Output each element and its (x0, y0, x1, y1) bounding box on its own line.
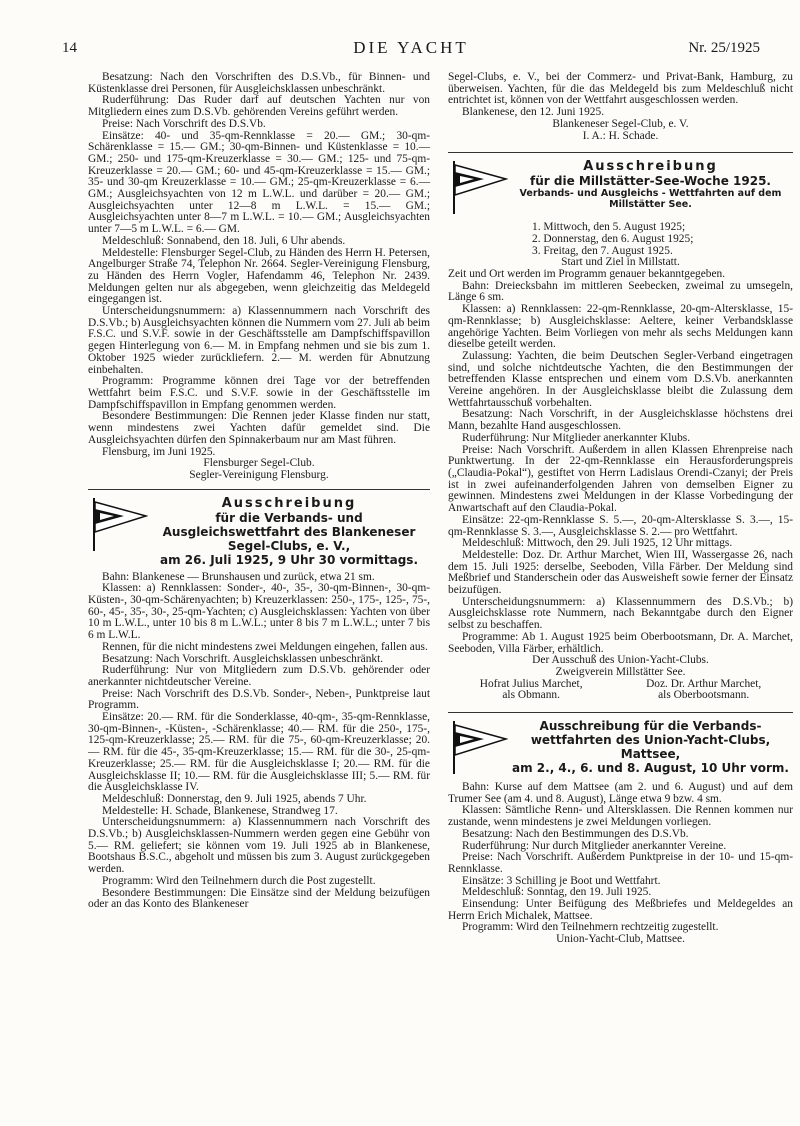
paragraph: Ruderführung: Das Ruder darf auf deutschen Yachten nur von Mitgliedern eines zum D.S.Vb. gehörenden Vereins geführt werden. (88, 94, 430, 119)
paragraph: Programm: Wird den Teilnehmern rechtzeitig zugestellt. (462, 921, 719, 934)
issue-number: Nr. 25/1925 (688, 40, 760, 56)
announcement-title: Ausschreibung (583, 159, 718, 175)
paragraph: Programm: Wird den Teilnehmern durch die Post zugestellt. (102, 874, 376, 887)
paragraph: Besatzung: Nach den Vorschriften des D.S.Vb., für Binnen- und Küstenklasse drei Personen, für Ausgleichsklassen unbeschränkt. (88, 71, 430, 95)
paragraph: Bahn: Kurse auf dem Mattsee (am 2. und 6. August) und auf dem Trumer See (am 4. und 8. August), Länge etwa 9 bzw. 4 sm. (448, 781, 793, 805)
signature: Blankeneser Segel-Club, e. V. (552, 117, 689, 130)
paragraph: Preise: Nach Vorschrift. Außerdem in allen Klassen Ehrenpreise nach Punktwertung. In der 22-qm-Rennklasse ein Herausforderungspreis („Claudia-Pokal“), gestiftet von Herrn Ladislaus Orendi-Czanyi; der Preis ist in zwei aufeinanderfolgenden Jahren von demselben Eigner zu gewinnen. Mindestens zwei Meldungen in der Klasse Vorbedingung der Anwartschaft auf den Claudia-Pokal. (448, 443, 793, 515)
list-item: 2. Donnerstag, den 6. August 1925; (532, 232, 694, 245)
journal-title: DIE YACHT (353, 38, 469, 57)
announcement-subheading: Verbands- und Ausgleichs - Wettfahrten auf dem Millstätter See. (519, 188, 782, 211)
announcement-heading (448, 719, 793, 777)
dateline: Blankenese, den 12. Juni 1925. (462, 106, 605, 119)
right-column (448, 72, 793, 946)
page-number: 14 (62, 40, 77, 56)
signature: Der Ausschuß des Union-Yacht-Clubs. (532, 654, 709, 667)
paragraph: Meldeschluß: Sonnabend, den 18. Juli, 6 Uhr abends. (102, 234, 346, 247)
paragraph: Ruderführung: Nur Mitglieder anerkannter Klubs. (462, 431, 691, 444)
club-burgee-icon (88, 496, 148, 552)
paragraph: Einsätze: 3 Schilling je Boot und Wettfahrt. (462, 874, 661, 887)
signature: Flensburger Segel-Club. (203, 457, 315, 470)
announcement-subtitle: für die Verbands- und Ausgleichswettfahrt des Blankeneser Segel-Clubs, e. V., (162, 510, 416, 553)
paragraph: Besondere Bestimmungen: Die Rennen jeder Klasse finden nur statt, wenn mindestens zwei Yachten dafür gemeldet sind. Die Ausgleichsyachten dürfen den Spinnakerbaum nur am Mast führen. (88, 410, 430, 446)
paragraph: Klassen: a) Rennklassen: 22-qm-Rennklasse, 20-qm-Altersklasse, 15-qm-Rennklasse; b) Ausgleichsklasse: Aeltere, keiner Verbandsklasse angehörige Yachten. Beim Vorliegen von mehr als sechs Meldungen kann dieselbe geteilt werden. (448, 303, 793, 351)
signature: Hofrat Julius Marchet, (479, 677, 583, 690)
paragraph: Bahn: Dreiecksbahn im mittleren Seebecken, zweimal zu umsegeln, Länge 6 sm. (448, 279, 793, 304)
paragraph: Meldeschluß: Donnerstag, den 9. Juli 1925, abends 7 Uhr. (102, 792, 367, 805)
paragraph: Besatzung: Nach Vorschrift. Ausgleichsklassen unbeschränkt. (102, 652, 384, 665)
signature: Zweigverein Millstätter See. (555, 665, 686, 678)
left-column (88, 72, 430, 911)
list-item: 3. Freitag, den 7. August 1925. (532, 244, 673, 257)
page-header (62, 38, 760, 60)
paragraph: Meldestelle: Doz. Dr. Arthur Marchet, Wien III, Wassergasse 26, nach dem 15. Juli 1925: derselbe, Seeboden, Villa Färber. Der Meldung sind Meßbrief und Standerschein oder das Ausweisheft sowie ferner der Einsatz beizufügen. (448, 548, 793, 597)
paragraph: Zulassung: Yachten, die beim Deutschen Segler-Verband eingetragen sind, und solche nichtdeutsche Yachten, die den Bestimmungen der betreffenden Klasse entsprechen und einem vom D.S.Vb. anerkannten Vereine angehören. In der Ausgleichsklasse bleibt die Zulassung dem Wettfahrtausschuß vorbehalten. (448, 349, 793, 409)
paragraph: Preise: Nach Vorschrift. Außerdem Punktpreise in der 10- und 15-qm-Rennklasse. (448, 851, 793, 875)
paragraph: Preise: Nach Vorschrift des D.S.Vb. (102, 117, 266, 130)
paragraph: Meldeschluß: Mittwoch, den 29. Juli 1925, 12 Uhr mittags. (462, 537, 733, 550)
paragraph: Besatzung: Nach den Bestimmungen des D.S.Vb. (462, 827, 689, 840)
paragraph: Meldestelle: Flensburger Segel-Club, zu Händen des Herrn H. Petersen, Angelburger Straße 74, Telephon Nr. 2664. Segler-Vereinigung Flensburg, zu Händen des Herrn Vogler, Hafendamm 46, Telephon Nr. 2439. Meldungen gelten nur als abgegeben, wenn gleichzeitig das Meldegeld eingegangen ist. (88, 246, 430, 306)
announcement-date: am 2., 4., 6. und 8. August, 10 Uhr vorm. (512, 761, 789, 776)
club-burgee-icon (448, 719, 508, 775)
paragraph: Programm: Programme können drei Tage vor der betreffenden Wettfahrt beim F.S.C. und S.V.F. sowie in der Geschäftsstelle im Dampfschiffspavillon in Empfang genommen werden. (88, 375, 430, 411)
paragraph: Besatzung: Nach Vorschrift, in der Ausgleichsklasse höchstens drei Mann, bezahlte Hand ausgeschlossen. (448, 408, 793, 433)
paragraph: Meldeschluß: Sonntag, den 19. Juli 1925. (462, 886, 652, 899)
divider (88, 489, 430, 490)
club-burgee-icon (448, 159, 508, 215)
paragraph: Ruderführung: Nur durch Mitglieder anerkannter Vereine. (462, 839, 727, 852)
paragraph: Unterscheidungsnummern: a) Klassennummern nach Vorschrift des D.S.Vb.; b) Ausgleichsklassen-Nummern werden gegen eine Gebühr von 5.— RM. geliefert; sie können vom 19. Juli 1925 ab in Blankenese, Bootshaus B.S.C., abgeholt und müssen bis zum 3. August zurückgegeben werden. (88, 816, 430, 876)
announcement-title: Ausschreibung für die Verbands- (539, 719, 762, 734)
list-item: 1. Mittwoch, den 5. August 1925; (532, 221, 686, 234)
signature-role: als Obmann. (502, 689, 560, 702)
divider (448, 152, 793, 153)
paragraph: Programme: Ab 1. August 1925 beim Oberbootsmann, Dr. A. Marchet, Seeboden, Villa Färber, erhältlich. (448, 630, 793, 655)
paragraph: Ruderführung: Nur von Mitgliedern zum D.S.Vb. gehörender oder anerkannter nichtdeutscher Vereine. (88, 664, 430, 688)
announcement-title: Ausschreibung (221, 495, 357, 511)
dateline: Flensburg, im Juni 1925. (102, 445, 216, 458)
paragraph: Einsendung: Unter Beifügung des Meßbriefes und Meldegeldes an Herrn Erich Michalek, Mattsee. (448, 898, 793, 922)
paragraph: Klassen: a) Rennklassen: Sonder-, 40-, 35-, 30-qm-Binnen-, 30-qm-Küsten-, 30-qm-Schärenyachten; b) Kreuzerklassen: 250-, 175-, 125-, 75-, 60-, 45-, 35-, 30-, 25-qm-Yachten; c) Ausgleichsklassen: Yachten von über 10 m L.W.L., unter 10 bis 8 m L.W.L.; unter 8 bis 7 m L.W.L.; unter 7 bis 6 m L.W.L. (88, 582, 430, 642)
signature: Doz. Dr. Arthur Marchet, (646, 677, 762, 690)
paragraph: Klassen: Sämtliche Renn- und Altersklassen. Die Rennen kommen nur zustande, wenn mindestens je zwei Meldungen vorliegen. (448, 804, 793, 829)
announcement-heading (88, 496, 430, 567)
paragraph: Einsätze: 20.— RM. für die Sonderklasse, 40-qm-, 35-qm-Rennklasse, 30-qm-Binnen-, -Küsten-, -Schärenklasse; 40.— RM. für die 250-, 175-, 125-qm-Kreuzerklasse; 25.— RM. für die 75-, 60-qm-Kreuzerklasse; 20.— RM. für die 45-, 35-qm-Kreuzerklasse; 15.— RM. für die 30-, 25-qm-Kreuzerklasse; 25.— RM. für die Ausgleichsklasse I; 20.— RM. für die Ausgleichsklasse II; 10.— RM. für die Ausgleichsklasse III; 5.— RM. für die Ausgleichsklasse IV. (88, 711, 430, 794)
announcement-subtitle: für die Millstätter-See-Woche 1925. (530, 174, 771, 189)
signature: Segler-Vereinigung Flensburg. (189, 468, 329, 481)
paragraph: Start und Ziel in Millstatt. (561, 256, 680, 269)
paragraph: Meldestelle: H. Schade, Blankenese, Strandweg 17. (102, 804, 338, 817)
paragraph: Zeit und Ort werden im Programm genauer bekanntgegeben. (448, 268, 726, 281)
paragraph: Einsätze: 22-qm-Rennklasse S. 5.—, 20-qm-Altersklasse S. 3.—, 15-qm-Rennklasse S. 3.—, Ausgleichsklasse S. 2.— pro Wettfahrt. (448, 513, 793, 538)
paragraph: Einsätze: 40- und 35-qm-Rennklasse = 20.— GM.; 30-qm-Schärenklasse = 15.— GM.; 30-qm-Binnen- und Küstenklasse = 10.— GM.; 250- und 175-qm-Kreuzerklasse = 30.— GM.; 125- und 75-qm-Kreuzerklasse = 20.— GM.; 60- und 45-qm-Kreuzerklasse = 15.— GM.; 35- und 30-qm Kreuzerklasse = 10.— GM.; 25-qm-Kreuzerklasse = 6.— GM.; Ausgleichsyachten von 12 m L.W.L. und darüber = 20.— GM.; Ausgleichsyachten unter 12—8 m L.W.L. = 15.— GM.; Ausgleichsyachten unter 8—7 m L.W.L. = 10.— GM.; Ausgleichsyachten unter 7—5 m L.W.L. = 6.— GM. (88, 129, 430, 236)
announcement-heading (448, 159, 793, 217)
announcement-date: am 26. Juli 1925, 9 Uhr 30 vormittags. (159, 552, 418, 567)
announcement-subtitle: wettfahrten des Union-Yacht-Clubs, Mattsee, (530, 733, 771, 762)
paragraph: Besondere Bestimmungen: Die Einsätze sind der Meldung beizufügen oder an das Konto des Blankeneser (88, 886, 430, 911)
paragraph: Preise: Nach Vorschrift des D.S.Vb. Sonder-, Neben-, Punktpreise laut Programm. (88, 687, 430, 712)
paragraph: Rennen, für die nicht mindestens zwei Meldungen eingehen, fallen aus. (102, 640, 428, 653)
divider (448, 712, 793, 713)
signature: Union-Yacht-Club, Mattsee. (556, 933, 685, 946)
paragraph: Bahn: Blankenese — Brunshausen und zurück, etwa 21 sm. (102, 570, 375, 583)
signature-role: als Oberbootsmann. (658, 689, 750, 702)
paragraph: Unterscheidungsnummern: a) Klassennummern nach Vorschrift des D.S.Vb.; b) Ausgleichsyachten können die Nummern vom 27. Juli ab beim F.S.C. und S.V.F. sowie in der Geschäftsstelle am Dampfschiffspavillon gegen Hinterlegung von 6.— M. in Empfang nehmen und sie bis zum 1. Oktober 1925 wieder zurückliefern. 2.— M. werden für Abnutzung einbehalten. (88, 305, 430, 376)
paragraph: Unterscheidungsnummern: a) Klassennummern des D.S.Vb.; b) Ausgleichsklasse rote Nummern, nach Bekanntgabe durch den Eigner selbst zu beschaffen. (448, 595, 793, 632)
signature: I. A.: H. Schade. (582, 129, 659, 142)
signature-block (448, 679, 793, 702)
paragraph: Segel-Clubs, e. V., bei der Commerz- und Privat-Bank, Hamburg, zu überweisen. Yachten, für die das Meldegeld bis zum Meldeschluß nicht entrichtet ist, können von der Wettfahrt ausgeschlossen werden. (448, 71, 793, 107)
